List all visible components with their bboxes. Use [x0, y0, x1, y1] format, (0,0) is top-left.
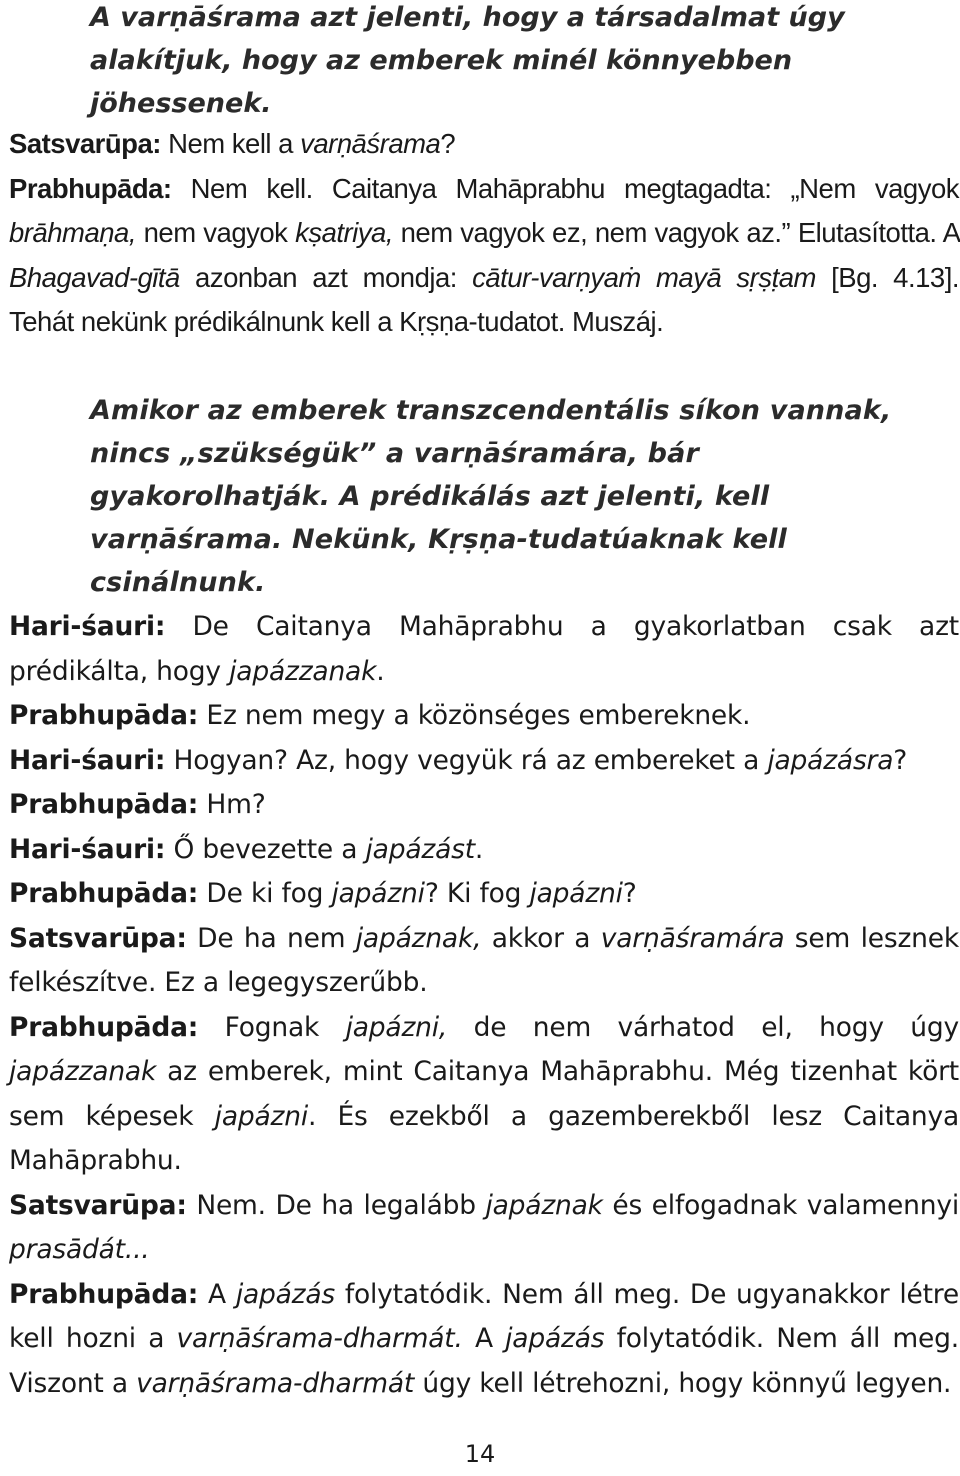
speech-text: Nem kell. Caitanya Mahāprabhu megtagadta: „Nem vagyok [171, 172, 959, 204]
speech-text: ? [893, 744, 908, 776]
italic-term: Bhagavad-gītā [9, 261, 180, 293]
dialogue-line [9, 128, 455, 159]
italic-term: japázás [505, 1323, 605, 1354]
speaker-name: Prabhupāda: [9, 878, 199, 909]
speaker-name: Hari-śauri: [9, 744, 166, 776]
speech-text: és elfogadnak valamennyi [602, 1189, 959, 1221]
speech-text: ? Ki fog [424, 878, 530, 909]
speech-text: de nem várhatod el, hogy úgy [447, 1011, 959, 1043]
speech-text: . És ezekből a gazemberekből lesz Caitanya Mahāprabhu. [9, 1100, 959, 1176]
italic-term: varṇāśrama-dharmát. [176, 1323, 463, 1354]
italic-term: japázni [214, 1100, 308, 1132]
speech-text: De Caitanya Mahāprabhu a gyakorlatban csak azt prédikálta, hogy [9, 611, 959, 687]
speech-text: nem vagyok ez, nem vagyok az.” Elutasította. A [392, 217, 959, 248]
speech-text: nem vagyok [135, 217, 296, 248]
speech-text: Hogyan? Az, hogy vegyük rá az embereket a [165, 744, 768, 776]
speech-text: azonban azt mondja: [179, 261, 473, 293]
italic-term: japázni [331, 878, 425, 909]
speaker-name: Prabhupāda: [9, 1278, 199, 1310]
speech-text: sem lesznek felkészítve. Ez a legegyszerűbb. [9, 922, 959, 998]
dialogue-line [9, 872, 959, 917]
italic-term: varṇāśrama [300, 128, 441, 159]
speech-text: ? [440, 128, 456, 159]
speech-text: De ha nem [186, 922, 356, 954]
speaker-name: Satsvarūpa: [9, 1189, 187, 1221]
dialogue-line [9, 1006, 959, 1184]
italic-term: kṣatriya, [295, 217, 393, 248]
italic-term: japáznak [485, 1189, 603, 1221]
pull-quote-transcendental: Amikor az emberek transzcendentális síkon vannak, nincs „szükségük” a varṇāśramára, bár gyakorolhatják. A prédikálás azt jelenti, kell varṇāśrama. Nekünk, Kṛṣṇa-tudatúaknak kell csinálnunk. [90, 395, 892, 598]
pull-quote-varnasrama-purpose: A varṇāśrama azt jelenti, hogy a társadalmat úgy alakítjuk, hogy az emberek minél könnyebben jöhessenek. [90, 2, 845, 119]
italic-term: japázzanak [9, 1056, 157, 1087]
speaker-name: Hari-śauri: [9, 611, 166, 642]
dialogue-line [9, 1273, 959, 1407]
speaker-name: Prabhupāda: [9, 700, 199, 731]
italic-term: varṇāśrama-dharmát [136, 1367, 415, 1399]
speaker-name: Prabhupāda: [9, 1011, 199, 1043]
speaker-name: Hari-śauri: [9, 833, 166, 865]
speech-text: folytatódik. Nem áll meg. Viszont a [9, 1323, 959, 1399]
speech-text: Fognak [198, 1011, 346, 1043]
italic-term: japázást [365, 833, 475, 865]
italic-term: brāhmaṇa, [9, 217, 136, 248]
speech-text: A [198, 1278, 236, 1310]
italic-term: japázni [529, 878, 623, 909]
dialogue-line [9, 739, 959, 784]
speech-text: A [462, 1323, 506, 1354]
italic-term: japázás [235, 1278, 336, 1310]
dialogue-line [9, 1184, 959, 1273]
speech-text: ? [622, 878, 637, 909]
speech-text: Hm? [198, 789, 266, 820]
dialogue-line [9, 694, 959, 739]
speech-text: folytatódik. Nem áll meg. De ugyanakkor létre kell hozni a [9, 1278, 959, 1354]
italic-term: japázni, [345, 1011, 448, 1043]
speech-text: Ez nem megy a közönséges embereknek. [198, 700, 751, 731]
dialogue-line [9, 917, 959, 1006]
italic-term: cātur-varṇyaṁ mayā sṛṣṭam [472, 261, 816, 293]
speech-text: . [376, 655, 385, 687]
speaker-name: Prabhupāda: [9, 172, 172, 204]
speech-text: Ő bevezette a [165, 833, 366, 865]
italic-term: varṇāśramára [600, 922, 785, 954]
dialogue-line [9, 828, 959, 873]
speaker-name: Prabhupāda: [9, 789, 199, 820]
italic-term: japázásra [767, 744, 894, 776]
speaker-name: Satsvarūpa: [9, 128, 161, 159]
speech-text: úgy kell létrehozni, hogy könnyű legyen. [414, 1367, 952, 1399]
speech-text: De ki fog [198, 878, 332, 909]
dialogue-exchange-2 [9, 605, 959, 1406]
speech-text: [Bg. 4.13]. Tehát nekünk prédikálnunk kell a Kṛṣṇa-tudatot. Muszáj. [9, 261, 959, 337]
italic-term: japáznak, [355, 922, 482, 954]
italic-term: japázzanak [229, 655, 377, 687]
speaker-name: Satsvarūpa: [9, 922, 187, 954]
speech-text: az emberek, mint Caitanya Mahāprabhu. Még tizenhat kört sem képesek [9, 1056, 959, 1132]
speech-text: Nem kell a [160, 128, 301, 159]
dialogue-line [9, 783, 959, 828]
speech-text: Nem. De ha legalább [186, 1189, 486, 1221]
speech-text: akkor a [481, 922, 601, 954]
dialogue-line [9, 605, 959, 694]
italic-term: prasādát... [9, 1234, 150, 1265]
speech-text: . [474, 833, 484, 865]
page-number: 14 [464, 1440, 496, 1468]
dialogue-line [9, 173, 959, 338]
dialogue-exchange-1 [9, 122, 959, 345]
